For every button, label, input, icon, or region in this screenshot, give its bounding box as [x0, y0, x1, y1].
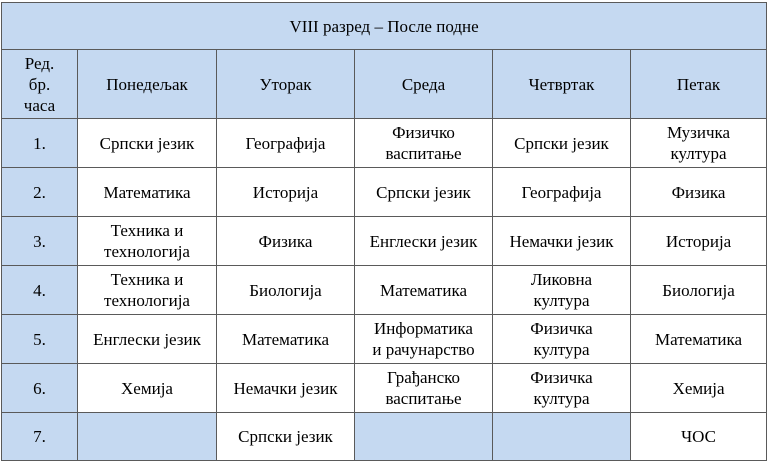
subject-line: култура: [670, 144, 727, 163]
subject-cell-monday: [78, 217, 217, 266]
subject-line: Српски језик: [99, 133, 195, 153]
lesson-number-header: [2, 50, 78, 119]
subject-cell-tuesday: [217, 266, 355, 315]
subject-cell-thursday: [493, 168, 631, 217]
empty-cell: [78, 413, 217, 461]
subject-line: Српски језик: [376, 182, 471, 202]
subject-cell-friday: [631, 217, 767, 266]
subject-cell-wednesday: [355, 119, 493, 168]
subject-line: Немачки језик: [509, 231, 614, 251]
lesson-number: 3.: [2, 217, 78, 266]
table-row: [2, 217, 767, 266]
table-row: [2, 119, 767, 168]
subject-line: култура: [533, 389, 590, 408]
subject-cell-friday: [631, 119, 767, 168]
subject-line: Хемија: [121, 378, 173, 398]
subject-cell-thursday: [493, 217, 631, 266]
subject-line: Географија: [521, 182, 602, 202]
subject-line: Математика: [241, 329, 330, 349]
lesson-number: 1.: [2, 119, 78, 168]
lesson-number: 7.: [2, 413, 78, 461]
subject-line: Биологија: [662, 280, 735, 300]
subject-line: васпитање: [385, 144, 462, 163]
subject-line: Хемија: [672, 378, 725, 398]
subject-line: Техника и: [110, 221, 184, 240]
subject-line: Историја: [665, 231, 732, 251]
subject-cell-friday: [631, 364, 767, 413]
subject-line: Ликовна: [530, 270, 593, 289]
subject-line: култура: [533, 340, 590, 359]
subject-cell-monday: [78, 119, 217, 168]
subject-cell-wednesday: [355, 364, 493, 413]
subject-line: Српски језик: [514, 133, 609, 153]
header-row: [2, 50, 767, 119]
subject-cell-monday: [78, 364, 217, 413]
subject-cell-monday: [78, 266, 217, 315]
table-row: [2, 168, 767, 217]
day-header-thursday: Четвртак: [493, 50, 631, 119]
lesson-number: 4.: [2, 266, 78, 315]
subject-line: Српски језик: [238, 427, 333, 446]
subject-cell-monday: [78, 315, 217, 364]
subject-line: Техника и: [110, 270, 184, 289]
subject-cell-tuesday: [217, 364, 355, 413]
day-header-friday: Петак: [631, 50, 767, 119]
subject-cell-thursday: [493, 315, 631, 364]
subject-line: Информатика: [374, 319, 473, 338]
subject-cell-wednesday: [355, 217, 493, 266]
table-row: [2, 413, 767, 461]
subject-cell-tuesday: [217, 119, 355, 168]
subject-line: васпитање: [385, 389, 462, 408]
subject-cell-thursday: [493, 266, 631, 315]
subject-line: Физичка: [530, 319, 593, 338]
subject-line: Математика: [103, 182, 191, 202]
schedule-table: [1, 2, 767, 461]
lesson-number: 2.: [2, 168, 78, 217]
lesson-number-header-line: бр.: [28, 74, 51, 94]
subject-line: Музичка: [666, 123, 731, 142]
day-header-tuesday: Уторак: [217, 50, 355, 119]
subject-cell-monday: [78, 168, 217, 217]
subject-line: Биологија: [249, 280, 322, 300]
lesson-number: 6.: [2, 364, 78, 413]
day-header-monday: Понедељак: [78, 50, 217, 119]
subject-line: Физичка: [530, 368, 593, 387]
subject-line: Енглески језик: [369, 231, 478, 251]
table-row: [2, 364, 767, 413]
subject-line: Физичко: [392, 123, 455, 142]
table-title: VIII разред – После подне: [2, 3, 767, 50]
subject-line: Физика: [671, 182, 726, 202]
lesson-number-header-line: Ред.: [24, 53, 55, 73]
lesson-number-header-line: часа: [23, 95, 56, 115]
subject-cell-wednesday: [355, 266, 493, 315]
subject-line: технологија: [104, 242, 190, 261]
empty-cell: [355, 413, 493, 461]
subject-line: култура: [533, 291, 590, 310]
title-row: [2, 3, 767, 50]
subject-cell-tuesday: [217, 217, 355, 266]
subject-line: Математика: [379, 280, 468, 300]
subject-cell-tuesday: [217, 168, 355, 217]
subject-line: Грађанско: [386, 368, 461, 387]
subject-cell-friday: [631, 168, 767, 217]
subject-line: ЧОС: [681, 427, 716, 446]
subject-line: Историја: [252, 182, 319, 202]
subject-line: и рачунарство: [372, 340, 475, 359]
table-row: [2, 315, 767, 364]
subject-cell-wednesday: [355, 315, 493, 364]
subject-line: Математика: [655, 329, 743, 349]
subject-cell-tuesday: [217, 315, 355, 364]
subject-cell-friday: [631, 315, 767, 364]
subject-cell-tuesday: [217, 413, 355, 461]
subject-cell-friday: [631, 266, 767, 315]
subject-cell-thursday: [493, 364, 631, 413]
subject-cell-wednesday: [355, 168, 493, 217]
lesson-number: 5.: [2, 315, 78, 364]
subject-line: технологија: [104, 291, 190, 310]
schedule-body: [2, 119, 767, 461]
table-row: [2, 266, 767, 315]
subject-line: Немачки језик: [233, 378, 338, 398]
empty-cell: [493, 413, 631, 461]
subject-cell-friday: [631, 413, 767, 461]
subject-line: Физика: [258, 231, 313, 251]
subject-line: Енглески језик: [93, 329, 201, 349]
subject-line: Географија: [245, 133, 326, 153]
subject-cell-thursday: [493, 119, 631, 168]
day-header-wednesday: Среда: [355, 50, 493, 119]
